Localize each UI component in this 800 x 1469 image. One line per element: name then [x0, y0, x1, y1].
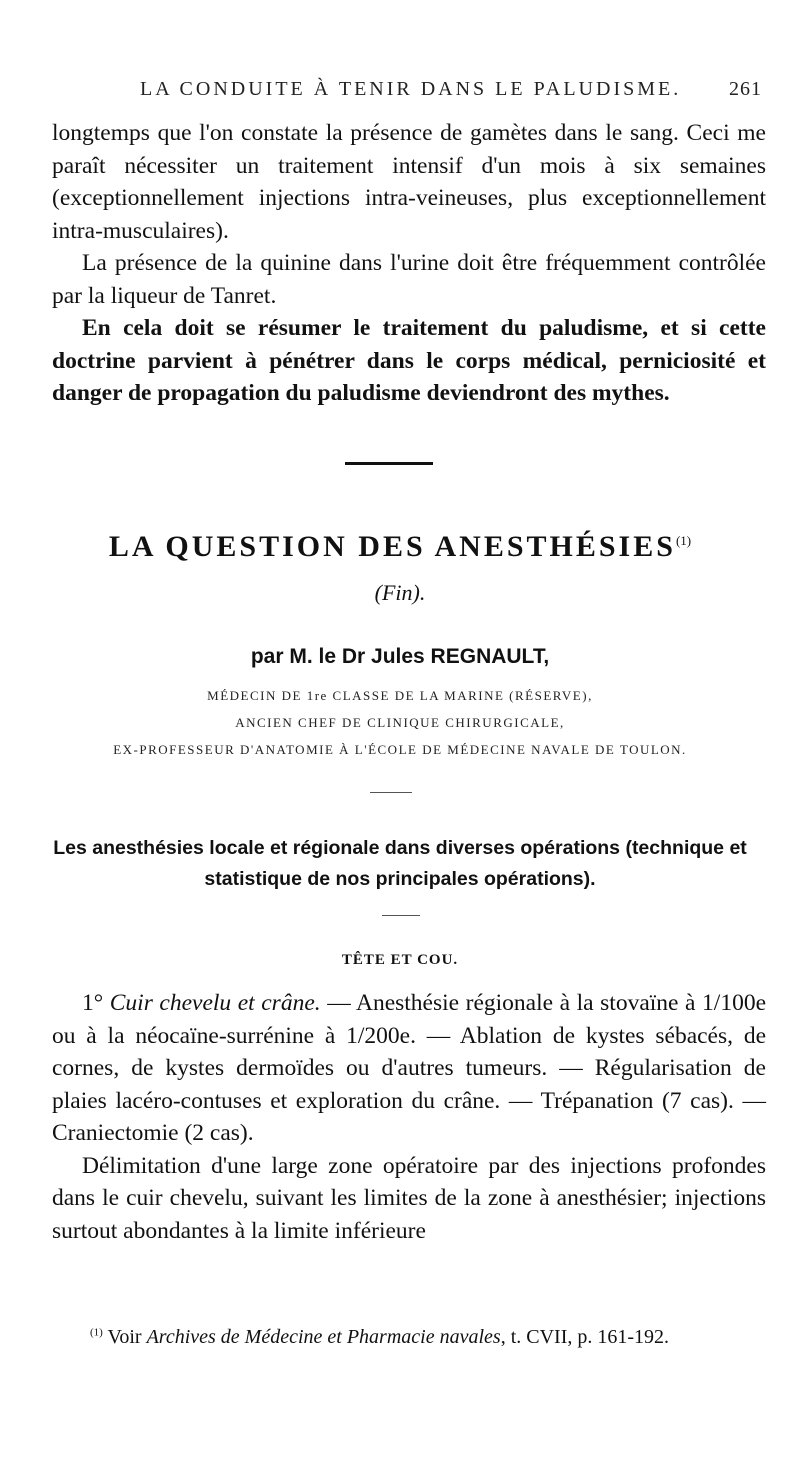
affiliation-line: MÉDECIN DE 1re CLASSE DE LA MARINE (RÉSERVE), [207, 688, 593, 703]
item-title: Cuir chevelu et crâne. [109, 990, 321, 1016]
subsection-heading: TÊTE ET COU. [341, 952, 459, 968]
article-subtitle: (Fin). [374, 580, 426, 605]
paragraph: Délimitation d'une large zone opératoire par des injections profondes dans le cuir chevelu, suivant les limites de la zone à anesthésier; injections surtout abondantes à la limite inférieure [52, 1152, 766, 1244]
footnote [90, 1326, 770, 1349]
footnote-ref-text: , t. CVII, p. 161-192. [500, 1326, 670, 1348]
paragraph: En cela doit se résumer le traitement du paludisme, et si cette doctrine parvient à pénétrer dans le corps médical, perniciosité et danger de propagation du paludisme deviendront des mythes. [52, 315, 766, 406]
section-divider [345, 462, 433, 465]
paragraph [52, 987, 766, 1150]
running-head-title: LA CONDUITE À TENIR DANS LE PALUDISME. [140, 78, 682, 100]
item-text: — Anesthésie régionale à la stovaïne à 1/100e ou à la néocaïne-surrénine à 1/200e. — Ablation de kystes sébacés, de cornes, de kystes dermoïdes ou d'autres tumeurs. — Régularisation de plaies lacéro-contuses et exploration du crâne. — Trépanation (7 cas). — Craniectomie (2 cas). [52, 990, 767, 1146]
section-text [52, 987, 766, 1247]
paragraph: La présence de la quinine dans l'urine doit être fréquemment contrôlée par la liqueur de Tanret. [52, 250, 766, 309]
author-line: par M. le Dr Jules REGNAULT, [250, 645, 550, 668]
section-heading: Les anesthésies locale et régionale dans diverses opérations (technique et statistique de nos principales opérations). [53, 837, 747, 890]
footnote-journal: Archives de Médecine et Pharmacie navales [146, 1326, 501, 1348]
article-title [0, 530, 800, 564]
article-title-text: LA QUESTION DES ANESTHÉSIES [108, 530, 676, 563]
item-number: 1° [82, 990, 104, 1016]
paragraph: longtemps que l'on constate la présence de gamètes dans le sang. Ceci me paraît nécessiter un traitement intensif d'un mois à six semaines (exceptionnellement injections intra-veineuses, plus exceptionnellement intra-musculaires). [52, 120, 766, 244]
running-head [140, 78, 762, 101]
footnote-text: Voir [107, 1326, 142, 1348]
affiliation-line: EX-PROFESSEUR D'ANATOMIE À L'ÉCOLE DE MÉDECINE NAVALE DE TOULON. [113, 742, 687, 757]
continued-text [52, 117, 766, 410]
footnote-mark: (1) [90, 1326, 103, 1339]
divider [370, 792, 412, 793]
page-number: 261 [729, 78, 762, 100]
footnote-ref: (1) [675, 533, 692, 548]
affiliation-line: ANCIEN CHEF DE CLINIQUE CHIRURGICALE, [235, 715, 565, 730]
divider [382, 915, 420, 916]
